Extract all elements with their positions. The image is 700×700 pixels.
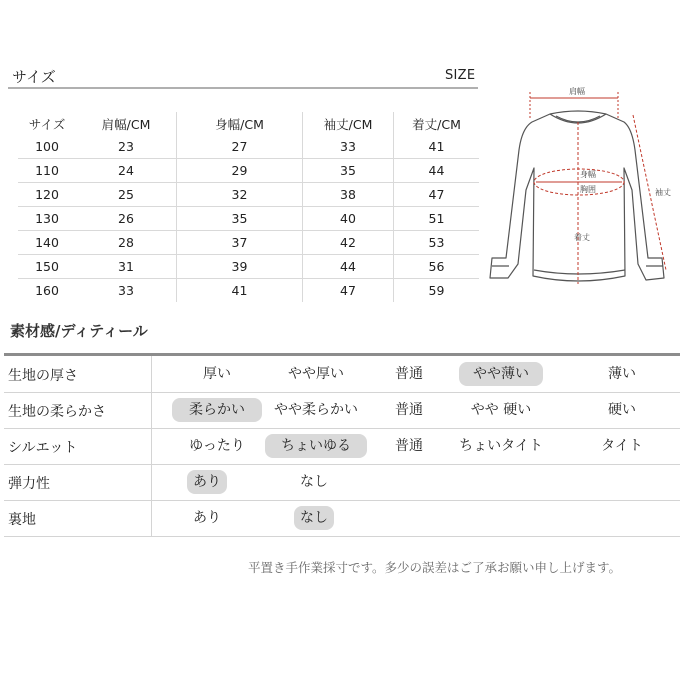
cell-sleeve: 40 — [303, 207, 394, 231]
material-row — [4, 500, 680, 537]
material-option: 普通 — [395, 402, 423, 418]
cell-size: 110 — [35, 163, 59, 178]
cell-shoulder: 31 — [76, 255, 177, 279]
material-row-label: 裏地 — [8, 512, 36, 528]
size-table-row — [18, 135, 479, 159]
material-row-divider — [151, 428, 152, 464]
material-option: なし — [300, 474, 328, 490]
column-header-chest: 身幅/CM — [177, 112, 303, 135]
cell-shoulder: 23 — [76, 135, 177, 159]
cell-sleeve: 42 — [303, 231, 394, 255]
material-option: 硬い — [608, 402, 636, 418]
cell-chest: 35 — [177, 207, 303, 231]
cell-size: 120 — [35, 187, 59, 202]
cell-length: 44 — [428, 163, 445, 178]
column-header-length: 着丈/CM — [412, 116, 461, 132]
column-header-size: サイズ — [28, 116, 66, 132]
material-row-divider — [151, 392, 152, 428]
column-header-shoulder: 肩幅/CM — [76, 112, 177, 135]
material-option-selected: あり — [187, 470, 227, 494]
column-header-sleeve: 袖丈/CM — [303, 112, 394, 135]
cell-chest: 39 — [177, 255, 303, 279]
cell-length: 47 — [428, 187, 445, 202]
material-option: 薄い — [608, 366, 636, 382]
material-option: やや厚い — [288, 366, 344, 382]
size-table-row — [18, 279, 479, 303]
material-option: ちょいタイト — [459, 438, 543, 454]
cell-shoulder: 25 — [76, 183, 177, 207]
sweater-hem-band — [534, 270, 625, 274]
material-heading: 素材感/ディティール — [10, 322, 148, 340]
material-row-divider — [151, 500, 152, 536]
material-option-selected: やや薄い — [459, 362, 543, 386]
cell-sleeve: 35 — [303, 159, 394, 183]
cell-sleeve: 44 — [303, 255, 394, 279]
material-option-selected: なし — [294, 506, 334, 530]
material-row-label: 弾力性 — [8, 476, 50, 492]
cell-length: 51 — [428, 211, 445, 226]
cell-size: 150 — [35, 259, 59, 274]
cell-size: 140 — [35, 235, 59, 250]
material-row-divider — [151, 464, 152, 500]
material-row — [4, 392, 680, 429]
measurement-note: 平置き手作業採寸です。多少の誤差はご了承お願い申し上げます。 — [248, 560, 622, 575]
material-option: 普通 — [395, 438, 423, 454]
size-table-row — [18, 207, 479, 231]
material-row — [4, 464, 680, 501]
diagram-label-chest: 身幅 — [580, 170, 596, 179]
diagram-label-shoulder: 肩幅 — [569, 87, 585, 96]
material-option: ゆったり — [189, 438, 245, 454]
material-row — [4, 356, 680, 393]
size-table-row — [18, 231, 479, 255]
material-option: タイト — [601, 438, 643, 454]
cell-length: 53 — [428, 235, 445, 250]
material-option: 厚い — [203, 366, 231, 382]
material-option: やや柔らかい — [274, 402, 358, 418]
material-option-selected: ちょいゆる — [265, 434, 367, 458]
cell-length: 41 — [428, 139, 445, 154]
cell-shoulder: 33 — [76, 279, 177, 303]
size-heading: サイズ — [12, 68, 56, 86]
cell-chest: 37 — [177, 231, 303, 255]
sweater-size-diagram — [478, 80, 700, 300]
size-table — [18, 112, 479, 302]
cell-size: 130 — [35, 211, 59, 226]
cell-sleeve: 47 — [303, 279, 394, 303]
diagram-label-length: 着丈 — [574, 233, 590, 242]
material-row-divider — [151, 356, 152, 392]
cell-chest: 32 — [177, 183, 303, 207]
cell-chest: 41 — [177, 279, 303, 303]
cell-size: 160 — [35, 283, 59, 298]
diagram-label-sleeve: 袖丈 — [655, 188, 671, 197]
material-row-label: 生地の柔らかさ — [8, 404, 106, 420]
cell-sleeve: 38 — [303, 183, 394, 207]
material-option: あり — [193, 510, 221, 526]
diagram-label-chest-round: 胸囲 — [580, 185, 596, 194]
size-table-row — [18, 255, 479, 279]
cell-sleeve: 33 — [303, 135, 394, 159]
material-row-label: 生地の厚さ — [8, 368, 78, 384]
cell-chest: 29 — [177, 159, 303, 183]
size-table-header-row — [18, 112, 479, 135]
material-option-selected: 柔らかい — [172, 398, 262, 422]
sweater-collar-inner — [556, 116, 600, 122]
size-table-row — [18, 159, 479, 183]
material-option: やや 硬い — [470, 402, 532, 418]
size-table-body — [18, 135, 479, 302]
size-table-row — [18, 183, 479, 207]
material-option: 普通 — [395, 366, 423, 382]
material-row — [4, 428, 680, 465]
cell-size: 100 — [35, 139, 59, 154]
cell-length: 56 — [428, 259, 445, 274]
size-divider — [8, 87, 478, 89]
cell-chest: 27 — [177, 135, 303, 159]
cell-shoulder: 26 — [76, 207, 177, 231]
cell-length: 59 — [428, 283, 445, 298]
cell-shoulder: 24 — [76, 159, 177, 183]
material-row-label: シルエット — [8, 440, 78, 456]
size-label-en: SIZE — [445, 68, 476, 83]
cell-shoulder: 28 — [76, 231, 177, 255]
